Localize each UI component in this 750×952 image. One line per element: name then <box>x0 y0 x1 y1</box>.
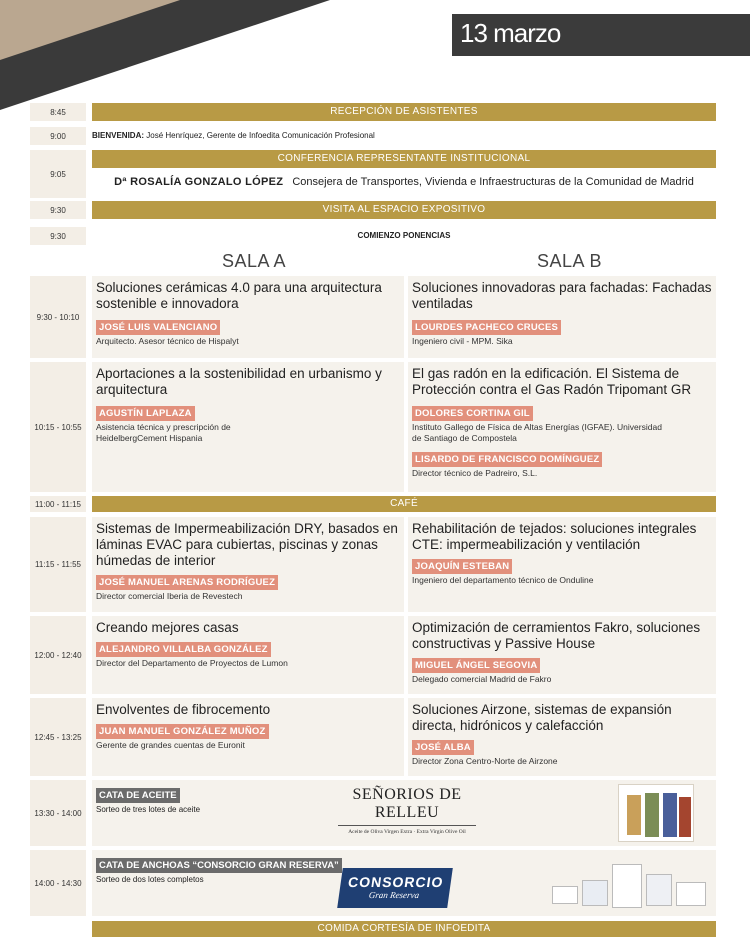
speaker-desc-2: Director técnico de Padreiro, S.L. <box>412 468 538 478</box>
senorios-logo <box>332 786 482 835</box>
time-label: 9:05 <box>30 150 86 198</box>
agenda-row-cafe <box>30 496 716 512</box>
talk-title: Rehabilitación de tejados: soluciones integrales CTE: impermeabilización y ventilación <box>412 521 697 552</box>
senorios-logo-text: SEÑORIOS DE RELLEU <box>352 786 462 821</box>
talk-room-a <box>92 276 404 358</box>
time-label: 9:30 - 10:10 <box>30 276 86 358</box>
header-wood-graphic <box>0 0 180 60</box>
room-b-heading: SALA B <box>537 251 603 271</box>
consorcio-logo <box>337 868 453 908</box>
time-label: 14:00 - 14:30 <box>30 850 86 916</box>
consorcio-logo-text: CONSORCIO <box>347 874 445 890</box>
oil-gift-box-image <box>618 784 694 842</box>
session-row-4 <box>30 616 716 694</box>
speaker-name: MIGUEL ÁNGEL SEGOVIA <box>412 658 540 673</box>
talk-room-b <box>408 616 716 694</box>
agenda-row-anchovy-tasting <box>30 850 716 916</box>
event-date: 13 marzo <box>452 14 750 56</box>
talk-title: El gas radón en la edificación. El Sistema de Protección contra el Gas Radón Tripomant GR <box>412 366 692 397</box>
oil-tasting-desc: Sorteo de tres lotes de aceite <box>96 805 201 814</box>
time-label: 12:45 - 13:25 <box>30 698 86 776</box>
oil-tasting-cell <box>92 780 716 846</box>
welcome-text: José Henríquez, Gerente de Infoedita Comunicación Profesional <box>144 131 375 140</box>
time-label: 9:30 <box>30 227 86 245</box>
talk-room-b <box>408 362 716 492</box>
speaker-desc: Ingeniero del departamento técnico de Onduline <box>412 575 594 585</box>
consorcio-logo-sub: Gran Reserva <box>368 890 420 900</box>
speaker-desc: Ingeniero civil - MPM. Sika <box>412 336 513 346</box>
speaker-desc: Gerente de grandes cuentas de Euronit <box>96 740 245 750</box>
start-talks-label: COMIENZO PONENCIAS <box>357 231 451 240</box>
speaker-desc: Delegado comercial Madrid de Fakro <box>412 674 552 684</box>
room-a-heading: SALA A <box>222 251 287 271</box>
lunch-bar: COMIDA CORTESÍA DE INFOEDITA <box>92 921 716 937</box>
speaker-desc: Director comercial Iberia de Revestech <box>96 591 243 601</box>
anchovy-tasting-cell <box>92 850 716 916</box>
speaker-name: DOLORES CORTINA GIL <box>412 406 533 421</box>
time-label: 10:15 - 10:55 <box>30 362 86 492</box>
time-label: 11:15 - 11:55 <box>30 517 86 612</box>
agenda-row-reception <box>30 103 716 121</box>
session-row-5 <box>30 698 716 776</box>
talk-title: Sistemas de Impermeabilización DRY, basados en láminas EVAC para cubiertas, piscinas y zonas húmedas de interior <box>96 521 398 568</box>
reception-bar: RECEPCIÓN DE ASISTENTES <box>92 103 716 121</box>
speaker-desc: Instituto Gallego de Física de Altas Energías (IGFAE). Universidad de Santiago de Compostela <box>412 422 662 443</box>
talk-room-a <box>92 517 404 612</box>
anchovy-tasting-label: CATA DE ANCHOAS “CONSORCIO GRAN RESERVA” <box>96 858 342 873</box>
conference-bar: CONFERENCIA REPRESENTANTE INSTITUCIONAL <box>92 150 716 168</box>
talk-title: Soluciones innovadoras para fachadas: Fachadas ventiladas <box>412 280 712 311</box>
speaker-desc: Director Zona Centro-Norte de Airzone <box>412 756 558 766</box>
time-label: 11:00 - 11:15 <box>30 496 86 512</box>
time-label: 12:00 - 12:40 <box>30 616 86 694</box>
agenda-row-visit <box>30 201 716 219</box>
time-label: 9:30 <box>30 201 86 219</box>
speaker-name: JOSÉ LUIS VALENCIANO <box>96 320 220 335</box>
talk-title: Creando mejores casas <box>96 620 239 635</box>
time-label: 9:00 <box>30 127 86 145</box>
anchovy-products-image <box>552 860 712 912</box>
welcome-label: BIENVENIDA: <box>92 131 145 140</box>
talk-room-b <box>408 698 716 776</box>
institutional-speaker: Dª ROSALÍA GONZALO LÓPEZ <box>114 176 284 188</box>
speaker-name: JOAQUÍN ESTEBAN <box>412 559 512 574</box>
session-row-3 <box>30 517 716 612</box>
time-label: 8:45 <box>30 103 86 121</box>
talk-room-a <box>92 362 404 492</box>
visit-bar: VISITA AL ESPACIO EXPOSITIVO <box>92 201 716 219</box>
senorios-logo-sub: Aceite de Oliva Virgen Extra · Extra Virgin Olive Oil <box>348 829 466 835</box>
speaker-name: ALEJANDRO VILLALBA GONZÁLEZ <box>96 642 271 657</box>
talk-room-a <box>92 616 404 694</box>
speaker-desc: Asistencia técnica y prescripción de HeidelbergCement Hispania <box>96 422 231 443</box>
talk-title: Soluciones cerámicas 4.0 para una arquitectura sostenible e innovadora <box>96 280 382 311</box>
institutional-role: Consejera de Transportes, Vivienda e Infraestructuras de la Comunidad de Madrid <box>292 176 694 188</box>
agenda-row-welcome <box>30 127 716 145</box>
session-row-1 <box>30 276 716 358</box>
anchovy-tasting-desc: Sorteo de dos lotes completos <box>96 875 204 884</box>
agenda-row-start <box>30 227 716 245</box>
session-row-2 <box>30 362 716 492</box>
speaker-name: AGUSTÍN LAPLAZA <box>96 406 195 421</box>
talk-title: Envolventes de fibrocemento <box>96 702 271 717</box>
cafe-bar: CAFÉ <box>92 496 716 512</box>
time-label: 13:30 - 14:00 <box>30 780 86 846</box>
oil-tasting-label: CATA DE ACEITE <box>96 788 180 803</box>
talk-title: Optimización de cerramientos Fakro, soluciones constructivas y Passive House <box>412 620 701 651</box>
talk-title: Aportaciones a la sostenibilidad en urbanismo y arquitectura <box>96 366 382 397</box>
agenda-row-oil-tasting <box>30 780 716 846</box>
talk-room-b <box>408 517 716 612</box>
speaker-name: JOSÉ MANUEL ARENAS RODRÍGUEZ <box>96 575 278 590</box>
talk-room-a <box>92 698 404 776</box>
speaker-desc: Director del Departamento de Proyectos de Lumon <box>96 658 288 668</box>
speaker-name: JOSÉ ALBA <box>412 740 474 755</box>
speaker-name-2: LISARDO DE FRANCISCO DOMÍNGUEZ <box>412 452 602 467</box>
speaker-name: LOURDES PACHECO CRUCES <box>412 320 561 335</box>
talk-room-b <box>408 276 716 358</box>
speaker-name: JUAN MANUEL GONZÁLEZ MUÑOZ <box>96 724 269 739</box>
speaker-desc: Arquitecto. Asesor técnico de Hispalyt <box>96 336 239 346</box>
agenda-row-conference <box>30 150 716 198</box>
talk-title: Soluciones Airzone, sistemas de expansión directa, hidrónicos y calefacción <box>412 702 672 733</box>
